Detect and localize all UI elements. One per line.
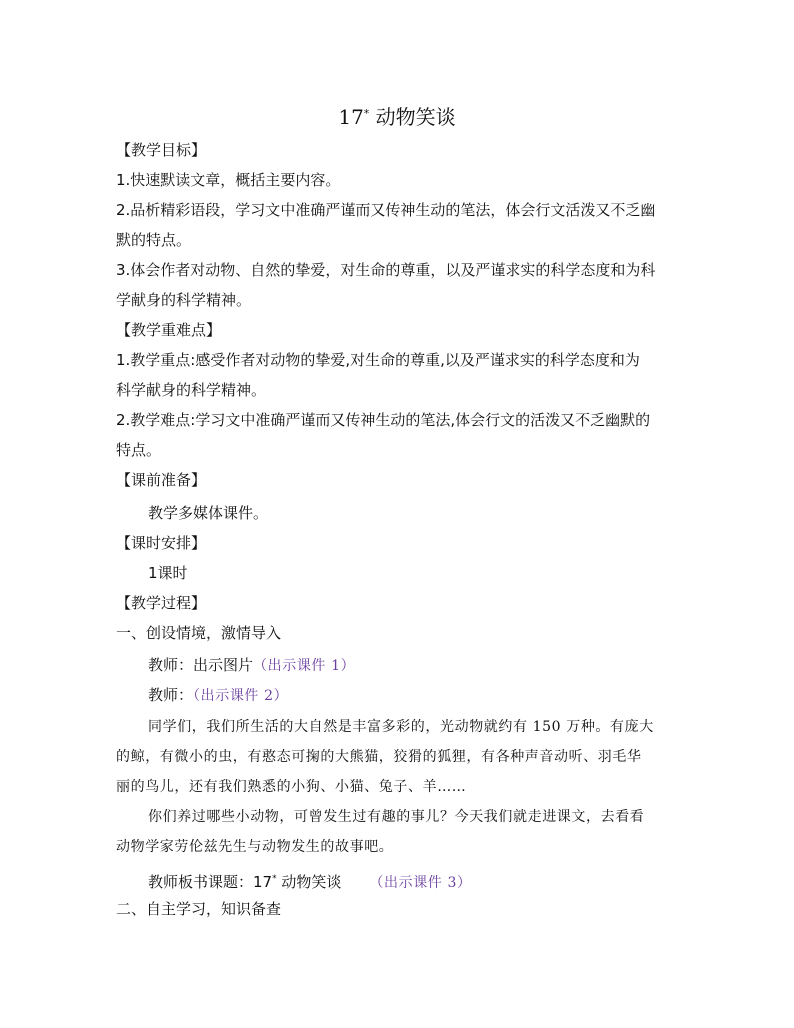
schedule-text: 1课时 — [148, 564, 188, 582]
focus-1-line1: 1.教学重点:感受作者对动物的挚爱,对生命的尊重,以及严谨求实的科学态度和为 — [116, 351, 640, 369]
focus-1-line2: 科学献身的科学精神。 — [116, 381, 267, 399]
teacher-1-label: 教师：出示图片 — [148, 656, 254, 674]
board-label: 教师板书课题：17 — [148, 873, 273, 891]
step1-heading: 一、创设情境，激情导入 — [116, 624, 282, 642]
courseware-3-link[interactable]: （出示课件 3） — [369, 875, 472, 891]
teacher-line-1 — [148, 650, 718, 681]
schedule-heading: 【课时安排】 — [116, 534, 207, 552]
focus-2-line1: 2.教学难点:学习文中准确严谨而又传神生动的笔法,体会行文的活泼又不乏幽默的 — [116, 411, 651, 429]
teacher-2-label: 教师： — [148, 686, 194, 704]
process-heading: 【教学过程】 — [116, 594, 207, 612]
objective-1: 1.快速默读文章，概括主要内容。 — [116, 171, 341, 189]
para1-line1: 同学们，我们所生活的大自然是丰富多彩的，光动物就约有 150 万种。有庞大 — [148, 719, 654, 735]
step2-heading: 二、自主学习，知识备查 — [116, 900, 282, 918]
objectives-heading: 【教学目标】 — [116, 141, 207, 159]
board-title: 动物笑谈 — [281, 873, 342, 891]
para1-line3: 丽的鸟儿，还有我们熟悉的小狗、小猫、兔子、羊…… — [116, 779, 467, 795]
title-text: 动物笑谈 — [375, 105, 456, 129]
para2-line2: 动物学家劳伦兹先生与动物发生的故事吧。 — [116, 839, 394, 855]
courseware-1-link[interactable]: （出示课件 1） — [253, 658, 356, 674]
objective-3-line2: 学献身的科学精神。 — [116, 291, 252, 309]
objective-3-line1: 3.体会作者对动物、自然的挚爱，对生命的尊重，以及严谨求实的科学态度和为科 — [116, 261, 656, 279]
para1-line2: 的鲸，有微小的虫，有憨态可掬的大熊猫，狡猾的狐狸，有各种声音动听、羽毛华 — [116, 749, 642, 765]
para2-line1: 你们养过哪些小动物，可曾发生过有趣的事儿？今天我们就走进课文，去看看 — [148, 809, 645, 825]
board-star: * — [272, 874, 277, 884]
focus-heading: 【教学重难点】 — [116, 321, 222, 339]
board-title-line — [148, 864, 718, 898]
page-title — [0, 100, 794, 131]
prep-heading: 【课前准备】 — [116, 471, 207, 489]
objective-2-line2: 默的特点。 — [116, 231, 192, 249]
title-star: * — [363, 107, 370, 120]
focus-2-line2: 特点。 — [116, 441, 162, 459]
title-number: 17 — [338, 105, 364, 129]
objective-2-line1: 2.品析精彩语段，学习文中准确严谨而又传神生动的笔法，体会行文活泼又不乏幽 — [116, 201, 656, 219]
prep-text: 教学多媒体课件。 — [148, 504, 269, 522]
teacher-line-2 — [148, 680, 718, 711]
courseware-2-link[interactable]: （出示课件 2） — [193, 688, 289, 704]
